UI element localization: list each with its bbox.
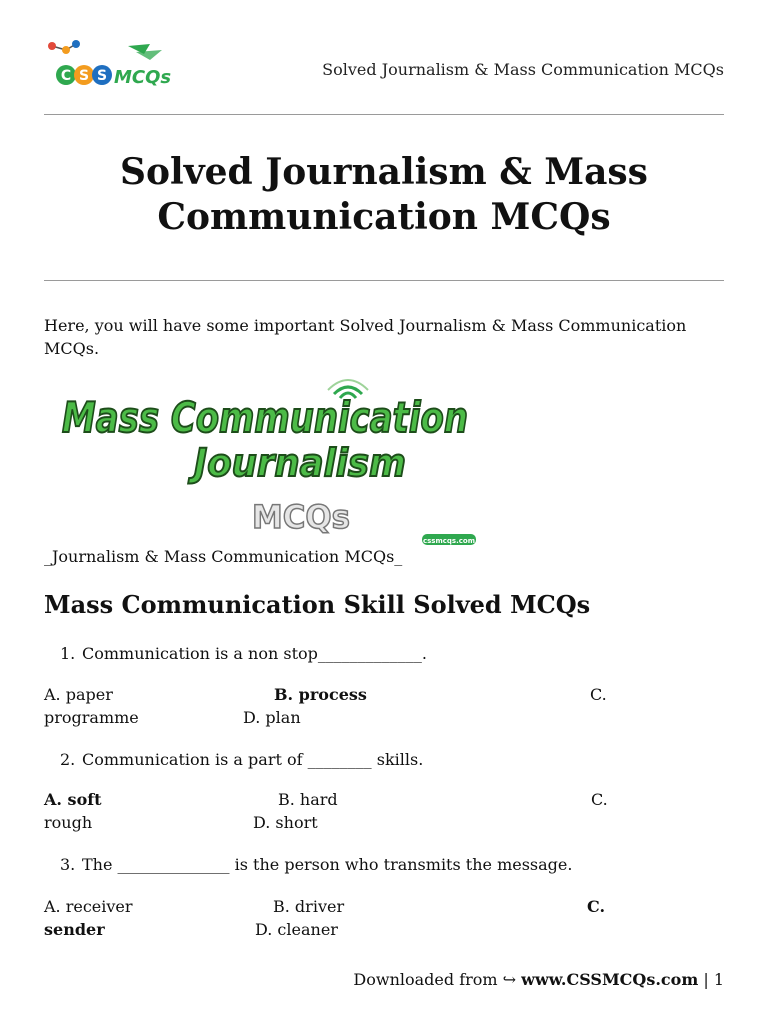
option-c-text: rough (44, 813, 93, 832)
document-title-line-1: Solved Journalism & Mass (120, 151, 648, 193)
svg-text:C: C (60, 68, 72, 84)
option-a: A. receiver (44, 897, 133, 916)
intro-paragraph: Here, you will have some important Solved Journalism & Mass Communication MCQs. (44, 316, 687, 358)
question-2 (60, 750, 423, 769)
footer-site-link[interactable]: www.CSSMCQs.com (521, 970, 699, 989)
svg-text:Journalism: Journalism (187, 441, 406, 485)
question-3 (60, 855, 572, 874)
option-d: D. plan (243, 708, 301, 727)
page-footer (353, 970, 724, 989)
option-b: B. driver (273, 897, 345, 916)
option-a-correct: A. soft (44, 790, 102, 809)
option-c-correct: C. (587, 897, 606, 916)
option-c-text: programme (44, 708, 139, 727)
cssmcqs-logo (46, 38, 170, 96)
footer-separator: | (698, 970, 714, 989)
section-heading: Mass Communication Skill Solved MCQs (44, 590, 591, 619)
svg-text:cssmcqs.com: cssmcqs.com (422, 537, 476, 545)
document-title (44, 150, 724, 240)
option-d: D. cleaner (255, 920, 338, 939)
option-a: A. paper (44, 685, 113, 704)
svg-text:MCQs: MCQs (252, 498, 350, 536)
header-divider (44, 114, 724, 115)
option-b-correct: B. process (274, 685, 367, 704)
question-number: 3. (60, 855, 76, 874)
option-c: C. (591, 790, 608, 809)
question-1 (60, 644, 427, 663)
header-title: Solved Journalism & Mass Communication MCQs (322, 60, 724, 79)
footer-prefix: Downloaded from ↪ (353, 970, 522, 989)
question-text: Communication is a part of ________ skills. (82, 750, 424, 769)
question-text: Communication is a non stop_____________. (82, 644, 427, 663)
question-number: 1. (60, 644, 76, 663)
option-d: D. short (253, 813, 318, 832)
title-divider (44, 280, 724, 281)
banner-caption: _Journalism & Mass Communication MCQs_ (44, 547, 403, 566)
svg-text:Mass Communication: Mass Communication (62, 393, 468, 442)
svg-text:MCQs: MCQs (114, 67, 172, 88)
document-title-line-2: Communication MCQs (157, 196, 611, 238)
page-number: 1 (713, 970, 724, 989)
svg-text:S: S (96, 68, 108, 84)
option-c-text-correct: sender (44, 920, 105, 939)
svg-text:S: S (78, 68, 90, 84)
question-number: 2. (60, 750, 76, 769)
journalism-banner-image (56, 376, 486, 552)
option-c: C. (590, 685, 607, 704)
question-text: The ______________ is the person who transmits the message. (82, 855, 573, 874)
option-b: B. hard (278, 790, 338, 809)
